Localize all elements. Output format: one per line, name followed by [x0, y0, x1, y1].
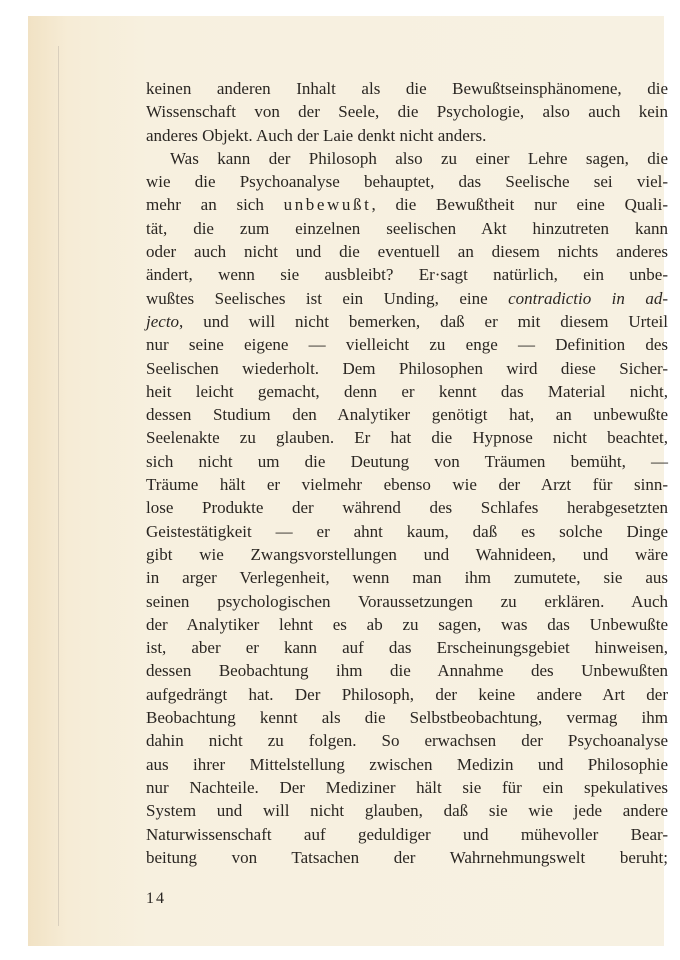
page-gutter-line	[58, 46, 59, 926]
text-line	[146, 170, 668, 193]
text-line	[146, 566, 668, 589]
text-line	[146, 193, 668, 216]
text-line	[146, 520, 668, 543]
text-segment: Geistestätigkeit — er ahnt kaum, daß es solche Dinge	[146, 521, 668, 541]
text-segment: keinen anderen Inhalt als die Bewußtseinsphänomene, die	[146, 79, 668, 98]
text-segment: mehr an sich	[146, 195, 284, 215]
text-segment: Was kann der Philosoph also zu einer Lehre sagen, die	[170, 148, 668, 168]
text-line	[146, 799, 668, 822]
book-page	[28, 16, 669, 946]
text-line	[146, 147, 668, 170]
text-line	[146, 450, 668, 473]
text-segment: Seelischen wiederholt. Dem Philosophen wird diese Sicher-	[146, 358, 668, 378]
italic-text: jecto	[146, 311, 180, 331]
text-line	[146, 263, 668, 286]
text-segment: Seelenakte zu glauben. Er hat die Hypnose nicht beachtet,	[146, 428, 668, 448]
text-segment: aus ihrer Mittelstellung zwischen Medizin und Philosophie	[146, 754, 668, 774]
text-line	[146, 100, 668, 123]
text-line	[146, 753, 668, 776]
text-segment: sich nicht um die Deutung von Träumen bemüht, —	[146, 451, 668, 471]
text-line	[146, 287, 668, 310]
text-line	[146, 776, 668, 799]
text-segment: ist, aber er kann auf das Erscheinungsgebiet hinweisen,	[146, 638, 668, 658]
text-segment: tät, die zum einzelnen seelischen Akt hinzutreten kann	[146, 218, 668, 238]
text-line	[146, 357, 668, 380]
text-line	[146, 426, 668, 449]
text-segment: Wissenschaft von der Seele, die Psychologie, also auch kein	[146, 102, 668, 122]
text-segment: wie die Psychoanalyse behauptet, das Seelische sei viel-	[146, 172, 668, 192]
text-line	[146, 473, 668, 496]
text-line	[146, 310, 668, 333]
page-number: 14	[146, 890, 166, 907]
text-line	[146, 613, 668, 636]
text-segment: ändert, wenn sie ausbleibt? Er·sagt natürlich, ein unbe-	[146, 265, 668, 285]
text-line	[146, 217, 668, 240]
text-line	[146, 706, 668, 729]
text-line	[146, 590, 668, 613]
text-segment: dessen Beobachtung ihm die Annahme des Unbewußten	[146, 661, 668, 681]
text-segment: dahin nicht zu folgen. So erwachsen der Psychoanalyse	[146, 731, 668, 751]
text-segment: heit leicht gemacht, denn er kennt das Material nicht,	[146, 381, 668, 401]
text-segment: anderes Objekt. Auch der Laie denkt nicht anders.	[146, 125, 487, 145]
body-text	[146, 77, 668, 869]
text-line	[146, 240, 668, 263]
text-segment: aufgedrängt hat. Der Philosoph, der keine andere Art der	[146, 684, 668, 704]
text-segment: wußtes Seelisches ist ein Unding, eine	[146, 288, 509, 308]
text-line	[146, 636, 668, 659]
text-line	[146, 380, 668, 403]
text-line	[146, 496, 668, 519]
text-line	[146, 729, 668, 752]
text-line	[146, 659, 668, 682]
text-line	[146, 683, 668, 706]
text-segment: System und will nicht glauben, daß sie wie jede andere	[146, 801, 668, 821]
text-segment: Naturwissenschaft auf geduldiger und mühevoller Bear-	[146, 824, 668, 844]
text-line	[146, 124, 668, 147]
text-line	[146, 846, 668, 869]
text-segment: der Analytiker lehnt es ab zu sagen, was das Unbewußte	[146, 614, 668, 634]
text-line	[146, 543, 668, 566]
text-line	[146, 77, 668, 100]
text-segment: beitung von Tatsachen der Wahrnehmungswelt beruht;	[146, 847, 668, 867]
text-segment: nur seine eigene — vielleicht zu enge — Definition des	[146, 335, 668, 355]
text-line	[146, 333, 668, 356]
text-segment: dessen Studium den Analytiker genötigt hat, an unbewußte	[146, 405, 668, 425]
text-line	[146, 823, 668, 846]
text-segment: lose Produkte der während des Schlafes herabgesetzten	[146, 498, 668, 518]
text-segment: , die Bewußtheit nur eine Quali-	[371, 195, 668, 215]
text-line	[146, 403, 668, 426]
text-segment: Träume hält er vielmehr ebenso wie der Arzt für sinn-	[146, 475, 668, 495]
text-segment: , und will nicht bemerken, daß er mit diesem Urteil	[179, 311, 668, 331]
spaced-text: unbewußt	[283, 195, 372, 215]
text-segment: Beobachtung kennt als die Selbstbeobachtung, vermag ihm	[146, 708, 668, 728]
italic-text: contradictio in ad-	[508, 288, 669, 308]
text-segment: seinen psychologischen Voraussetzungen zu erklären. Auch	[146, 591, 668, 611]
text-segment: in arger Verlegenheit, wenn man ihm zumutete, sie aus	[146, 568, 668, 588]
text-segment: oder auch nicht und die eventuell an diesem nichts anderes	[146, 242, 668, 262]
text-segment: nur Nachteile. Der Mediziner hält sie für ein spekulatives	[146, 777, 668, 797]
text-segment: gibt wie Zwangsvorstellungen und Wahnideen, und wäre	[146, 544, 668, 564]
